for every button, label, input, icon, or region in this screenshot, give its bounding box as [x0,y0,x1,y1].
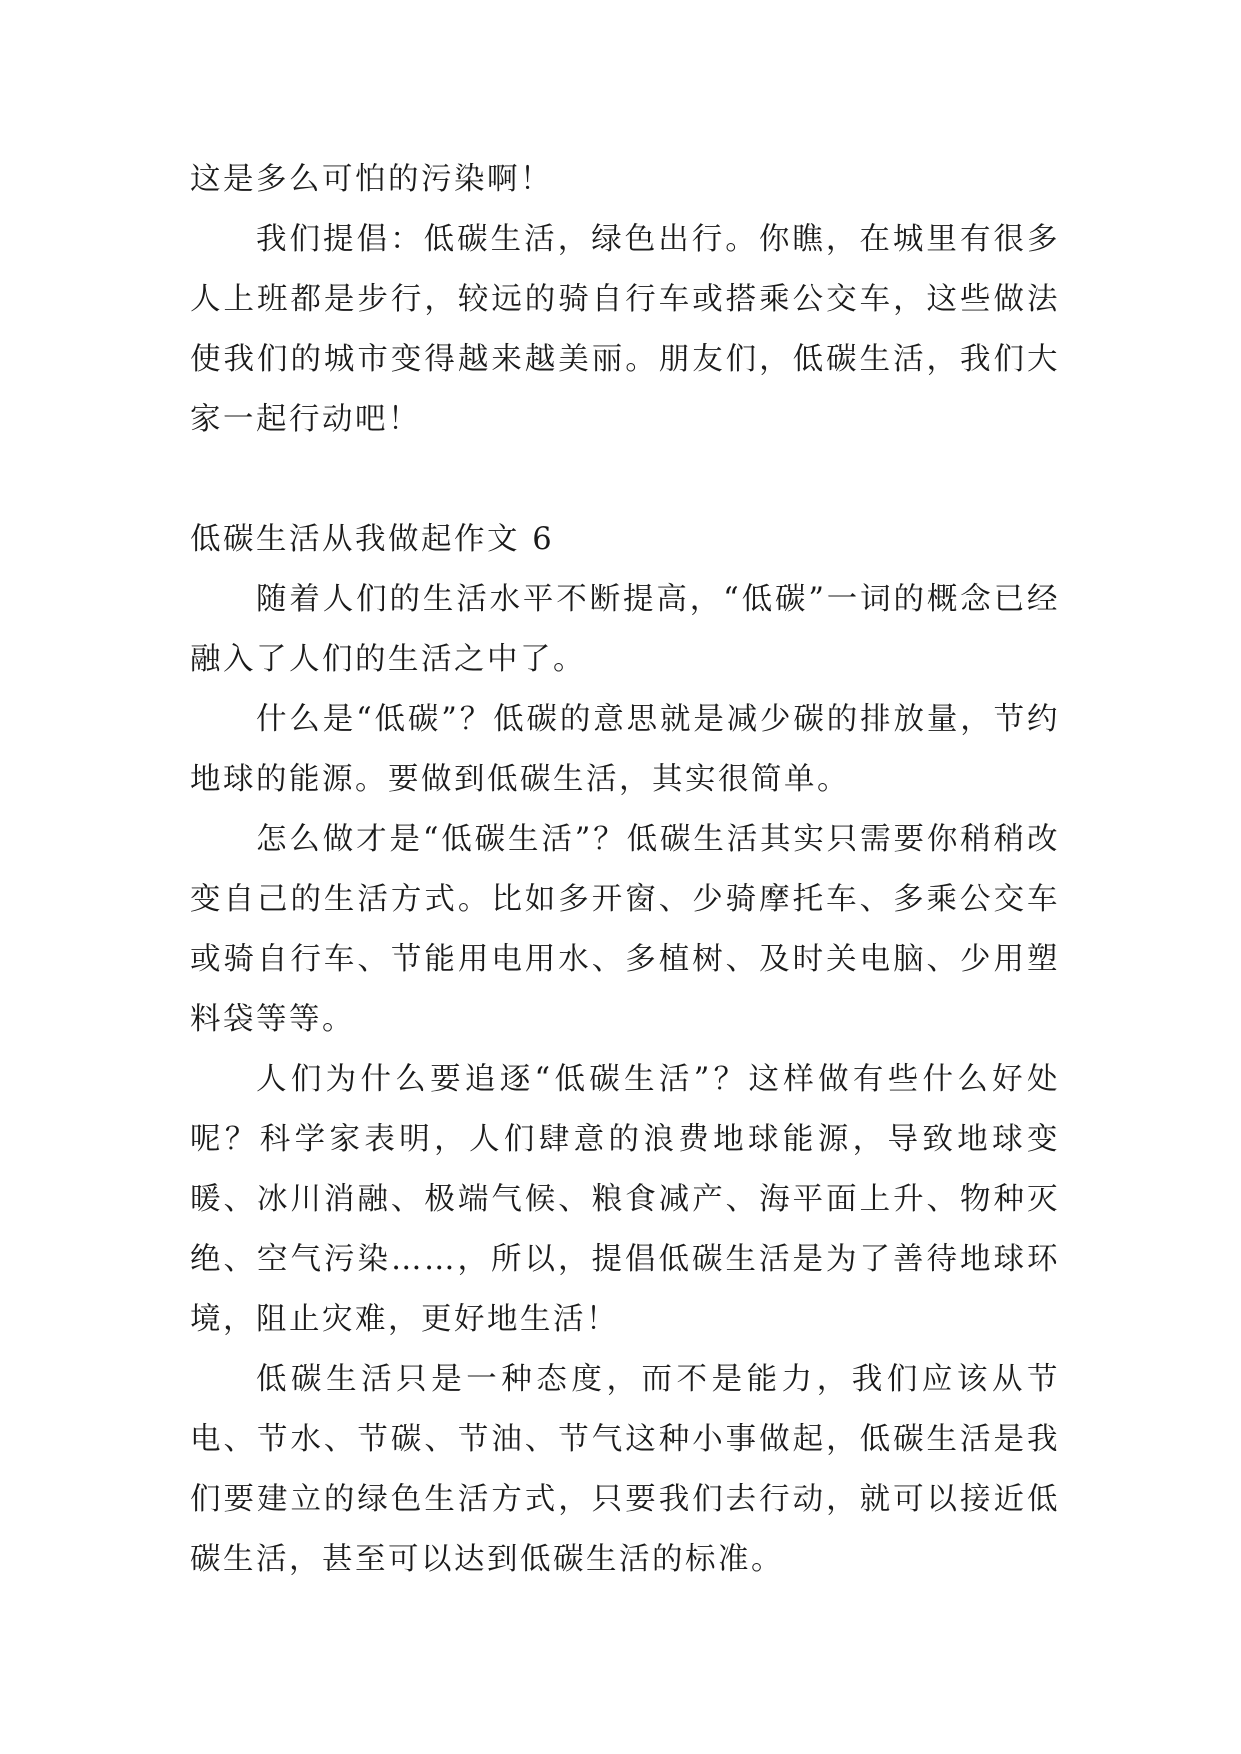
paragraph: 低碳生活只是一种态度，而不是能力，我们应该从节电、节水、节碳、节油、节气这种小事做起，低碳生活是我们要建立的绿色生活方式，只要我们去行动，就可以接近低碳生活，甚至可以达到低碳生活的标准。 [190,1362,1060,1577]
paragraph: 我们提倡：低碳生活，绿色出行。你瞧，在城里有很多人上班都是步行，较远的骑自行车或搭乘公交车，这些做法使我们的城市变得越来越美丽。朋友们，低碳生活，我们大家一起行动吧！ [190,222,1060,437]
section-title: 低碳生活从我做起作文 6 [190,522,555,557]
section-spacer [190,450,1060,510]
paragraph: 人们为什么要追逐“低碳生活”？这样做有些什么好处呢？科学家表明，人们肆意的浪费地球能源，导致地球变暖、冰川消融、极端气候、粮食减产、海平面上升、物种灭绝、空气污染……，所以，提倡低碳生活是为了善待地球环境，阻止灾难，更好地生活！ [190,1062,1060,1337]
document-page [190,150,1060,1590]
paragraph-continuation: 这是多么可怕的污染啊！ [190,162,553,197]
paragraph: 随着人们的生活水平不断提高，“低碳”一词的概念已经融入了人们的生活之中了。 [190,582,1060,677]
paragraph: 什么是“低碳”？低碳的意思就是减少碳的排放量，节约地球的能源。要做到低碳生活，其实很简单。 [190,702,1060,797]
paragraph: 怎么做才是“低碳生活”？低碳生活其实只需要你稍稍改变自己的生活方式。比如多开窗、少骑摩托车、多乘公交车或骑自行车、节能用电用水、多植树、及时关电脑、少用塑料袋等等。 [190,822,1060,1037]
